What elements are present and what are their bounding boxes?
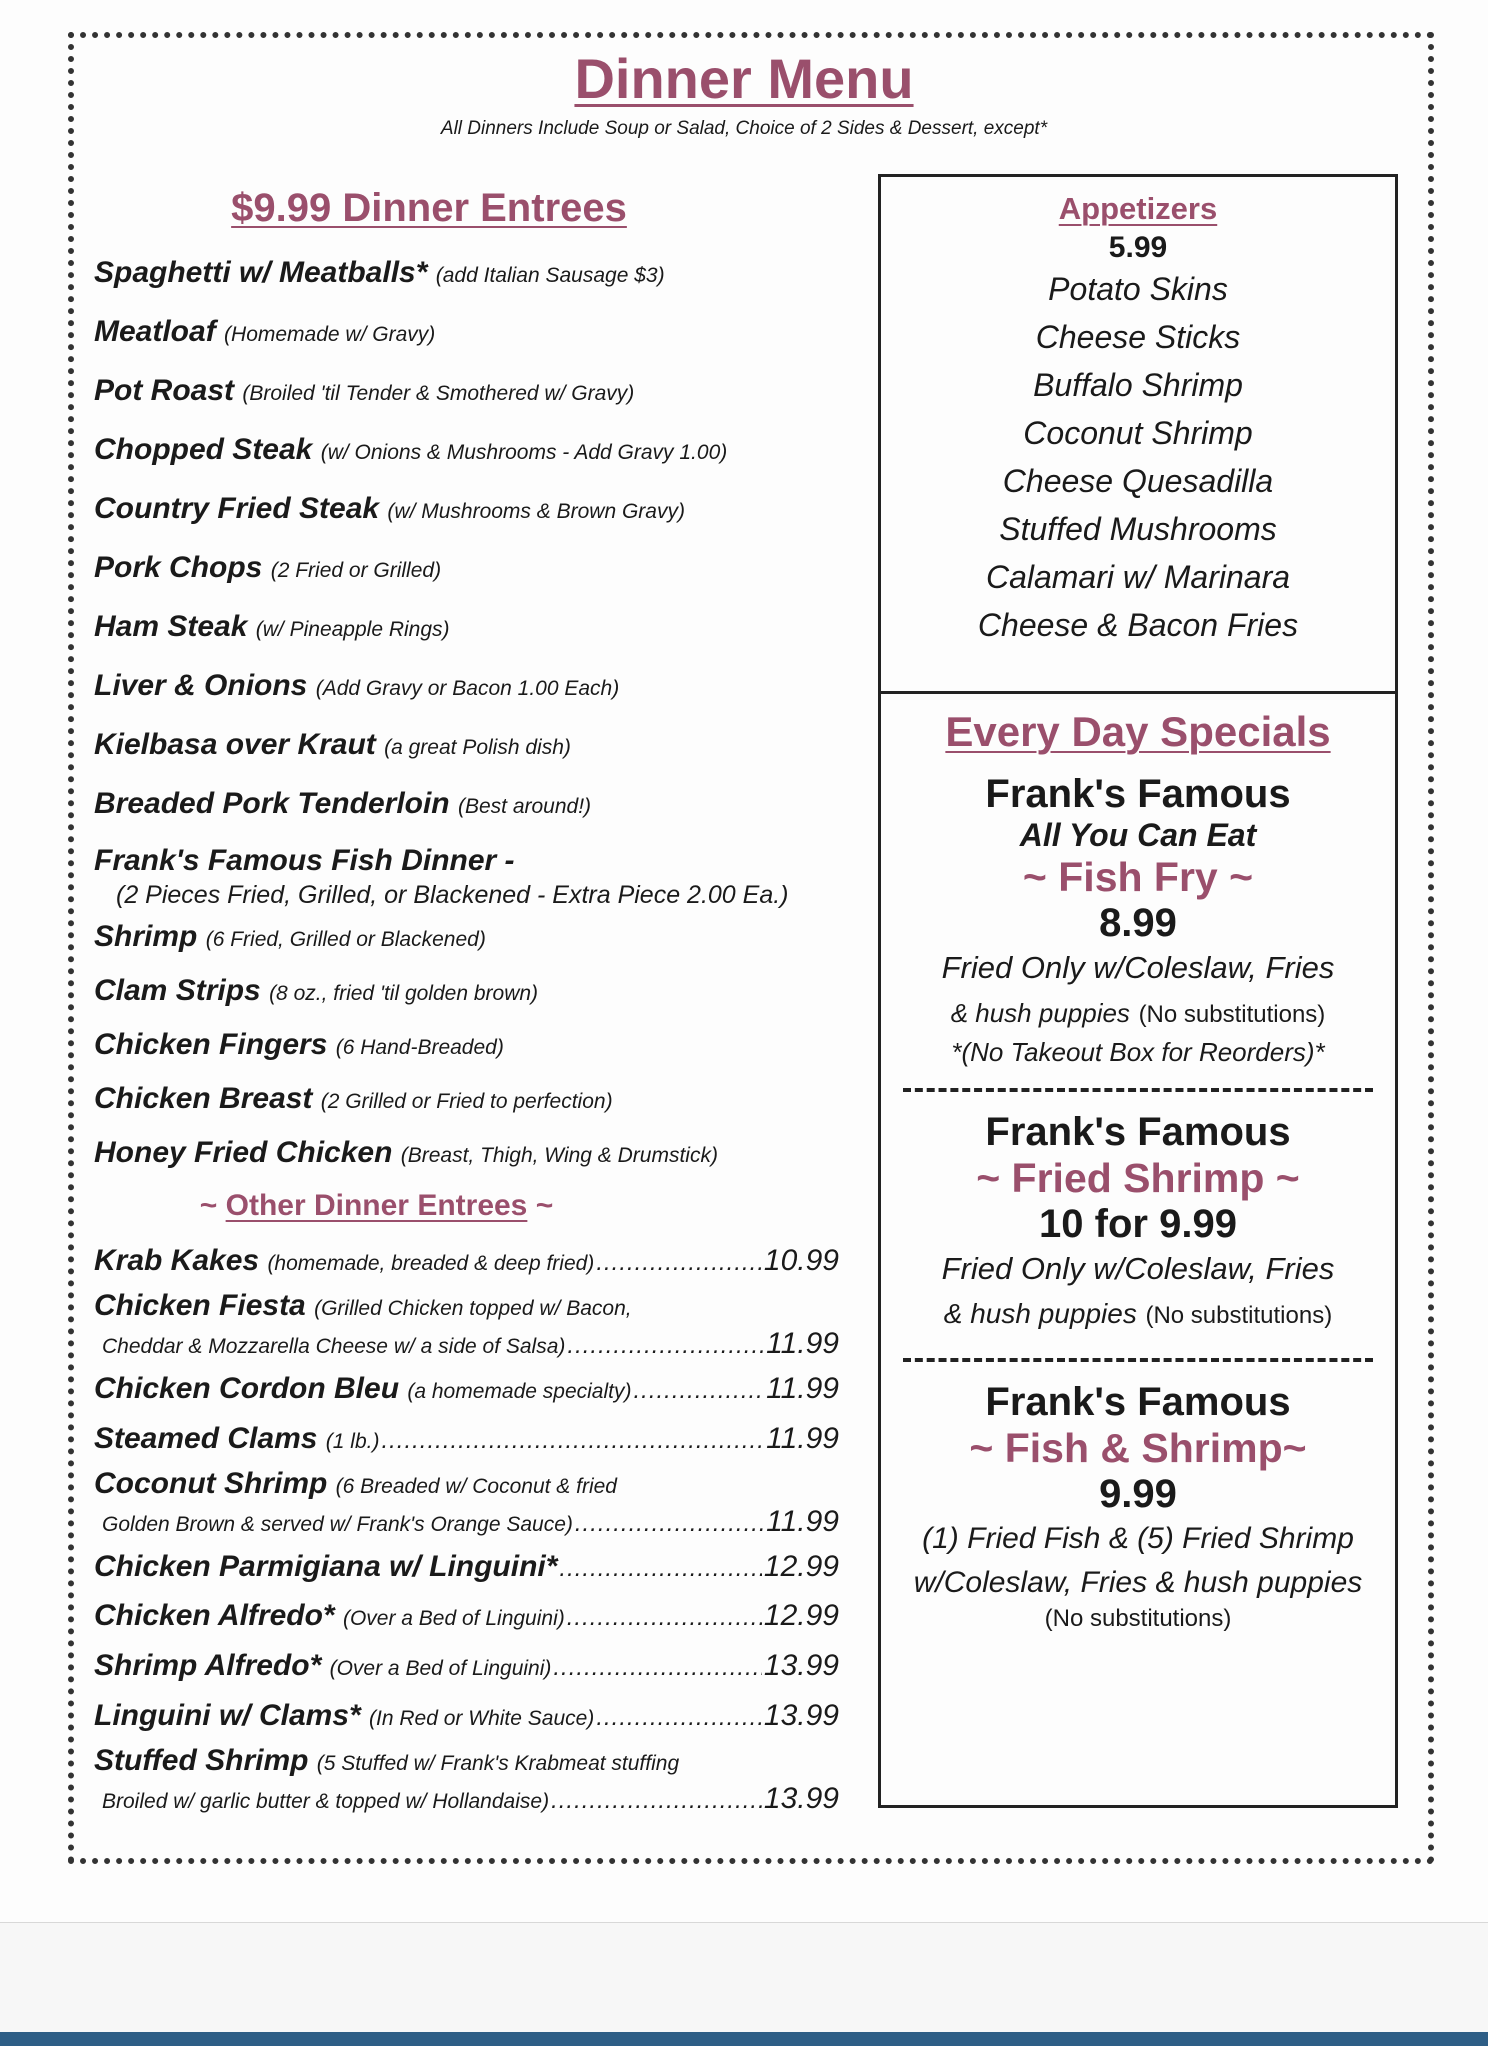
special-price: 8.99 — [1099, 901, 1177, 945]
special-fried-shrimp — [881, 1110, 1395, 1338]
item-name: Chicken Cordon Bleu — [94, 1372, 400, 1405]
entree-item — [94, 304, 854, 363]
item-price: 12.99 — [763, 1550, 839, 1583]
special-desc: (1) Fried Fish & (5) Fried Shrimp — [922, 1522, 1354, 1555]
appetizer-item: Cheese Quesadilla — [1002, 463, 1274, 499]
entree-item — [94, 540, 854, 599]
entree-name: Clam Strips — [94, 974, 261, 1007]
special-desc: Fried Only w/Coleslaw, Fries — [941, 1251, 1335, 1286]
special-desc: Fried Only w/Coleslaw, Fries — [941, 950, 1335, 985]
special-sub: All You Can Eat — [1019, 817, 1257, 853]
appetizers-title: Appetizers — [1058, 191, 1218, 226]
entrees-title: $9.99 Dinner Entrees — [231, 186, 627, 230]
item-price: 11.99 — [766, 1505, 839, 1538]
entree-name: Chicken Breast — [94, 1082, 313, 1115]
entree-name: Frank's Famous Fish Dinner - — [94, 844, 515, 877]
item-desc-2: Golden Brown & served w/ Frank's Orange Sauce) — [102, 1513, 573, 1536]
special-desc-2 — [881, 1291, 1395, 1338]
menu-title: Dinner Menu — [574, 47, 914, 110]
item-name: Chicken Fiesta — [94, 1289, 306, 1322]
entree-name: Shrimp — [94, 920, 198, 953]
entree-desc: (Broiled 'til Tender & Smothered w/ Gravy) — [242, 382, 635, 405]
priced-item — [94, 1465, 839, 1541]
fish-dinner-item — [94, 843, 854, 911]
priced-item — [94, 1415, 839, 1465]
item-desc: (Grilled Chicken topped w/ Bacon, — [314, 1297, 632, 1320]
entree-name: Chopped Steak — [94, 433, 313, 466]
special-note: (No substitutions) — [1145, 1302, 1333, 1329]
special-desc-text: & hush puppies — [950, 998, 1130, 1028]
entree-item — [94, 422, 854, 481]
item-name: Chicken Parmigiana w/ Linguini* — [94, 1550, 558, 1583]
item-desc: (a homemade specialty) — [407, 1380, 632, 1403]
entree-name: Honey Fried Chicken — [94, 1136, 393, 1169]
item-name: Stuffed Shrimp — [94, 1744, 309, 1777]
entree-desc: (2 Fried or Grilled) — [270, 559, 442, 582]
item-price: 13.99 — [763, 1699, 839, 1732]
entree-name: Ham Steak — [94, 610, 248, 643]
item-price: 12.99 — [763, 1599, 839, 1632]
priced-item — [94, 1692, 839, 1742]
item-price: 11.99 — [766, 1372, 839, 1405]
item-desc: (Over a Bed of Linguini) — [342, 1607, 565, 1630]
tilde-left: ~ — [199, 1189, 218, 1222]
item-price: 11.99 — [766, 1422, 839, 1455]
dashed-divider — [903, 1088, 1373, 1092]
special-desc-text: & hush puppies — [943, 1298, 1137, 1329]
right-panel — [878, 174, 1398, 1808]
item-price: 13.99 — [763, 1782, 839, 1815]
appetizers-price: 5.99 — [1108, 231, 1168, 264]
dot-leader — [381, 1417, 764, 1464]
item-desc-2: Cheddar & Mozzarella Cheese w/ a side of Salsa) — [102, 1335, 566, 1358]
item-name: Coconut Shrimp — [94, 1467, 328, 1500]
special-note: (No substitutions) — [1044, 1605, 1232, 1632]
scan-edge — [0, 2032, 1488, 2046]
entree-item — [94, 717, 854, 776]
entree-name: Liver & Onions — [94, 669, 308, 702]
priced-item — [94, 1365, 839, 1415]
entree-item — [94, 776, 854, 835]
entree-name: Meatloaf — [94, 315, 216, 348]
entree-item — [94, 599, 854, 658]
special-head: Frank's Famous — [985, 1380, 1291, 1424]
appetizer-item: Potato Skins — [1048, 271, 1228, 307]
dot-leader — [567, 1594, 762, 1641]
entree-item — [94, 965, 854, 1019]
entree-desc: (Best around!) — [457, 795, 592, 818]
priced-item — [94, 1642, 839, 1692]
entree-desc: (w/ Pineapple Rings) — [255, 618, 450, 641]
special-name: ~ Fish & Shrimp~ — [969, 1425, 1307, 1471]
entree-item — [94, 363, 854, 422]
entree-name: Pork Chops — [94, 551, 263, 584]
entree-desc: (8 oz., fried 'til golden brown) — [269, 982, 539, 1005]
specials-section — [881, 694, 1395, 1633]
entree-item — [94, 245, 854, 304]
special-desc-2: w/Coleslaw, Fries & hush puppies — [913, 1566, 1363, 1599]
item-name: Linguini w/ Clams* — [94, 1699, 361, 1732]
entree-item — [94, 481, 854, 540]
special-fish-fry — [881, 772, 1395, 1068]
item-name: Chicken Alfredo* — [94, 1599, 335, 1632]
entree-desc: (w/ Mushrooms & Brown Gravy) — [387, 500, 685, 523]
item-desc: (In Red or White Sauce) — [369, 1707, 595, 1730]
item-desc-2: Broiled w/ garlic butter & topped w/ Hollandaise) — [102, 1790, 550, 1813]
specials-title: Every Day Specials — [945, 708, 1331, 755]
entree-item — [94, 1127, 854, 1181]
dot-leader — [575, 1508, 764, 1540]
item-price: 13.99 — [763, 1649, 839, 1682]
appetizers-section — [881, 177, 1395, 694]
appetizer-item: Calamari w/ Marinara — [985, 559, 1291, 595]
dot-leader — [567, 1330, 764, 1362]
priced-item — [94, 1742, 839, 1818]
dot-leader — [596, 1239, 762, 1286]
appetizer-item: Coconut Shrimp — [1023, 415, 1253, 451]
special-price: 9.99 — [1099, 1472, 1177, 1516]
priced-item — [94, 1287, 839, 1363]
special-note: (No substitutions) — [1138, 1001, 1326, 1028]
entree-desc: (Breast, Thigh, Wing & Drumstick) — [400, 1144, 718, 1167]
dot-leader — [559, 1545, 762, 1592]
appetizer-item: Cheese Sticks — [1035, 319, 1241, 355]
entree-desc: (2 Grilled or Fried to perfection) — [320, 1090, 613, 1113]
item-desc: (Over a Bed of Linguini) — [329, 1657, 552, 1680]
special-name: ~ Fried Shrimp ~ — [976, 1155, 1300, 1201]
entree-desc: (Homemade w/ Gravy) — [224, 323, 436, 346]
entree-name: Country Fried Steak — [94, 492, 380, 525]
item-desc: (5 Stuffed w/ Frank's Krabmeat stuffing — [316, 1752, 680, 1775]
entree-desc: (6 Fried, Grilled or Blackened) — [205, 928, 486, 951]
entree-item — [94, 911, 854, 965]
entree-name: Spaghetti w/ Meatballs* — [94, 256, 428, 289]
entree-desc: (Add Gravy or Bacon 1.00 Each) — [315, 677, 620, 700]
appetizer-item: Buffalo Shrimp — [1033, 367, 1243, 403]
dashed-divider — [903, 1358, 1373, 1362]
entree-name: Breaded Pork Tenderloin — [94, 787, 450, 820]
menu-subtitle: All Dinners Include Soup or Salad, Choice of 2 Sides & Dessert, except* — [440, 118, 1048, 139]
special-head: Frank's Famous — [985, 772, 1291, 816]
dot-leader — [596, 1694, 762, 1741]
item-desc: (homemade, breaded & deep fried) — [267, 1252, 595, 1275]
tilde-right: ~ — [535, 1189, 554, 1222]
item-name: Steamed Clams — [94, 1422, 318, 1455]
entree-item — [94, 1073, 854, 1127]
entree-desc: (add Italian Sausage $3) — [435, 264, 665, 287]
priced-item — [94, 1237, 839, 1287]
dot-leader — [553, 1644, 762, 1691]
other-entrees-title: Other Dinner Entrees — [225, 1189, 528, 1222]
dinner-entrees-column — [94, 186, 854, 1820]
other-entrees-heading — [94, 1189, 659, 1223]
entree-name: Kielbasa over Kraut — [94, 728, 376, 761]
entree-desc: (6 Hand-Breaded) — [335, 1036, 504, 1059]
entree-desc: (2 Pieces Fried, Grilled, or Blackened - Extra Piece 2.00 Ea.) — [116, 881, 789, 909]
item-name: Krab Kakes — [94, 1244, 260, 1277]
entree-item — [94, 658, 854, 717]
appetizer-item: Cheese & Bacon Fries — [977, 607, 1299, 643]
item-desc: (1 lb.) — [325, 1430, 380, 1453]
priced-item — [94, 1592, 839, 1642]
item-name: Shrimp Alfredo* — [94, 1649, 322, 1682]
entree-name: Pot Roast — [94, 374, 235, 407]
priced-item — [94, 1543, 839, 1592]
special-head: Frank's Famous — [985, 1110, 1291, 1154]
entree-desc: (a great Polish dish) — [384, 736, 571, 759]
item-price: 11.99 — [766, 1327, 839, 1360]
entree-name: Chicken Fingers — [94, 1028, 328, 1061]
appetizer-item: Stuffed Mushrooms — [999, 511, 1277, 547]
dot-leader — [633, 1367, 764, 1414]
item-price: 10.99 — [763, 1244, 839, 1277]
special-name: ~ Fish Fry ~ — [1022, 854, 1254, 900]
special-note-2: *(No Takeout Box for Reorders)* — [951, 1037, 1325, 1067]
entree-item — [94, 1019, 854, 1073]
special-desc-2 — [881, 990, 1395, 1037]
item-desc: (6 Breaded w/ Coconut & fried — [335, 1475, 617, 1498]
scan-margin — [0, 1922, 1488, 2033]
special-fish-shrimp — [881, 1380, 1395, 1633]
dot-leader — [551, 1785, 762, 1817]
special-price: 10 for 9.99 — [1039, 1202, 1237, 1246]
entree-desc: (w/ Onions & Mushrooms - Add Gravy 1.00) — [320, 441, 728, 464]
